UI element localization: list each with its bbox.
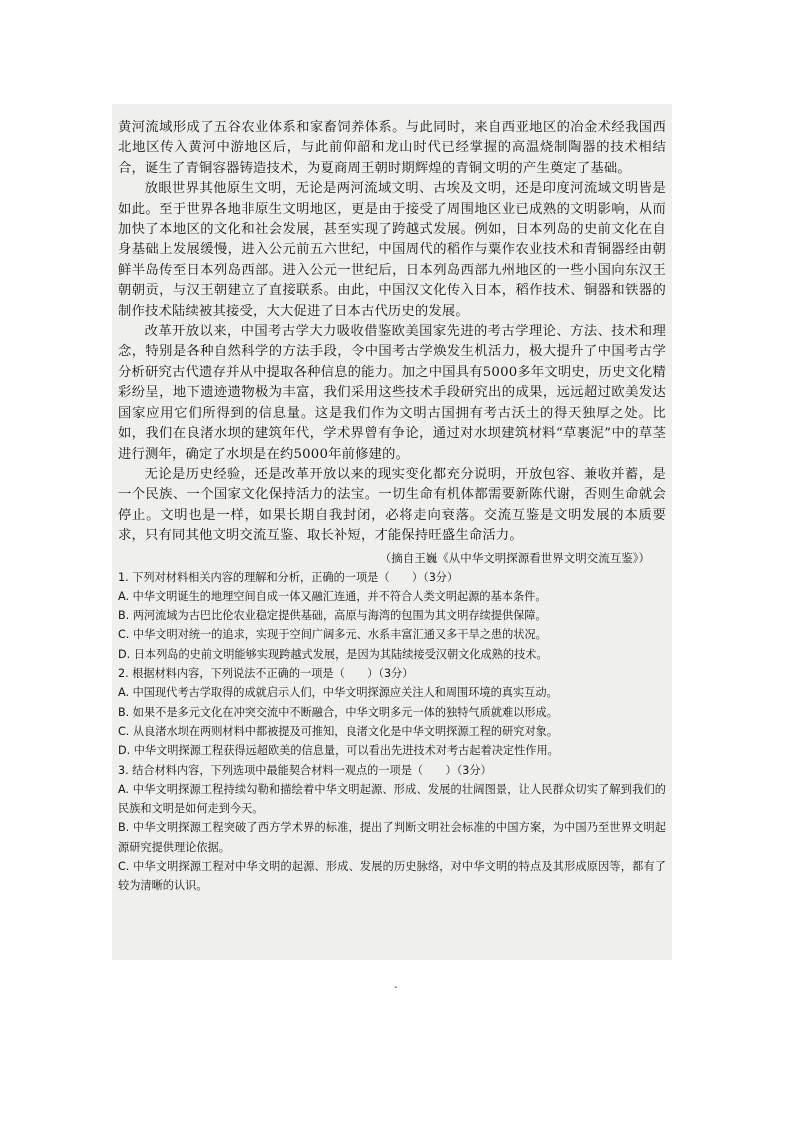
question-3-option-a: A. 中华文明探源工程持续勾勒和描绘着中华文明起源、形成、发展的壮阔图景，让人民群众切实了解到我们的民族和文明是如何走到今天。 xyxy=(118,782,666,816)
question-1-option-c: C. 中华文明对统一的追求，实现于空间广阔多元、水系丰富汇通又多干旱之患的状况。 xyxy=(118,628,547,642)
document-page xyxy=(118,118,666,896)
question-1-option-d: D. 日本列岛的史前文明能够实现跨越式发展，是因为其陆续接受汉朝文化成熟的技术。 xyxy=(118,647,548,661)
passage-paragraph-2: 放眼世界其他原生文明，无论是两河流域文明、古埃及文明，还是印度河流域文明皆是如此。至于世界各地非原生文明地区，更是由于接受了周围地区业已成熟的文明影响，从而加快了本地区的文化和社会发展，甚至实现了跨越式发展。例如，日本列岛的史前文化在自身基础上发展缓慢，进入公元前五六世纪，中国周代的稻作与粟作农业技术和青铜器经由朝鲜半岛传至日本列岛西部。进入公元一世纪后，日本列岛西部九州地区的一些小国向东汉王朝朝贡，与汉王朝建立了直接联系。由此，中国汉文化传入日本，稻作技术、铜器和铁器的制作技术陆续被其接受，大大促进了日本古代历史的发展。 xyxy=(118,181,666,319)
source-citation: （摘自王巍《从中华文明探源看世界文明交流互鉴》） xyxy=(379,550,650,565)
passage-paragraph-4: 无论是历史经验，还是改革开放以来的现实变化都充分说明，开放包容、兼收并蓄，是一个民族、一个国家文化保持活力的法宝。一切生命有机体都需要新陈代谢，否则生命就会停止。文明也是一样，如果长期自我封闭，必将走向衰落。交流互鉴是文明发展的本质要求，只有同其他文明交流互鉴、取长补短，才能保持旺盛生命活力。 xyxy=(118,466,666,544)
question-3-option-b: B. 中华文明探源工程突破了西方学术界的标准，提出了判断文明社会标准的中国方案，为中国乃至世界文明起源研究提供理论依据。 xyxy=(118,821,666,854)
question-3-stem: 3. 结合材料内容，下列选项中最能契合材料一观点的一项是（ ）（3分） xyxy=(118,763,492,777)
question-2-stem: 2. 根据材料内容，下列说法不正确的一项是（ ）（3分） xyxy=(118,667,414,681)
question-2-option-a: A. 中国现代考古学取得的成就启示人们，中华文明探源应关注人和周围环境的真实互动。 xyxy=(118,686,558,700)
question-2-option-d: D. 中华文明探源工程获得远超欧美的信息量，可以看出先进技术对考古起着决定性作用。 xyxy=(118,744,559,758)
question-1-option-a: A. 中华文明诞生的地理空间自成一体又融汇连通，并不符合人类文明起源的基本条件。 xyxy=(118,589,547,603)
passage-paragraph-1: 黄河流域形成了五谷农业体系和家畜饲养体系。与此同时，来自西亚地区的冶金术经我国西北地区传入黄河中游地区后，与此前仰韶和龙山时代已经掌握的高温烧制陶器的技术相结合，诞生了青铜容器铸造技术，为夏商周王朝时期辉煌的青铜文明的产生奠定了基础。 xyxy=(118,120,666,176)
passage-paragraph-3: 改革开放以来，中国考古学大力吸收借鉴欧美国家先进的考古学理论、方法、技术和理念，特别是各种自然科学的方法手段，令中国考古学焕发生机活力，极大提升了中国考古学分析研究古代遗存并从中提取各种信息的能力。加之中国具有5000多年文明史，历史文化精彩纷呈，地下遗迹遗物极为丰富，我们采用这些技术手段研究出的成果，远远超过欧美发达国家应用它们所得到的信息量。这是我们作为文明古国拥有考古沃土的得天独厚之处。比如，我们在良渚水坝的建筑年代，学术界曾有争论，通过对水坝建筑材料“草裹泥”中的草茎进行测年，确定了水坝是在约5000年前修建的。 xyxy=(118,324,666,462)
question-1-stem: 1. 下列对材料相关内容的理解和分析，正确的一项是（ ）（3分） xyxy=(118,570,459,584)
question-1-option-b: B. 两河流域为古巴比伦农业稳定提供基础，高原与海湾的包围为其文明存续提供保障。 xyxy=(118,609,547,623)
page-number-mark: - xyxy=(394,982,398,993)
question-2-option-c: C. 从良渚水坝在两则材料中都被提及可推知，良渚文化是中华文明探源工程的研究对象。 xyxy=(118,724,559,738)
question-3-option-c: C. 中华文明探源工程对中华文明的起源、形成、发展的历史脉络，对中华文明的特点及其形成原因等，都有了较为清晰的认识。 xyxy=(118,859,666,893)
question-2-option-b: B. 如果不是多元文化在冲突交流中不断融合，中华文明多元一体的独特气质就难以形成。 xyxy=(118,705,558,719)
